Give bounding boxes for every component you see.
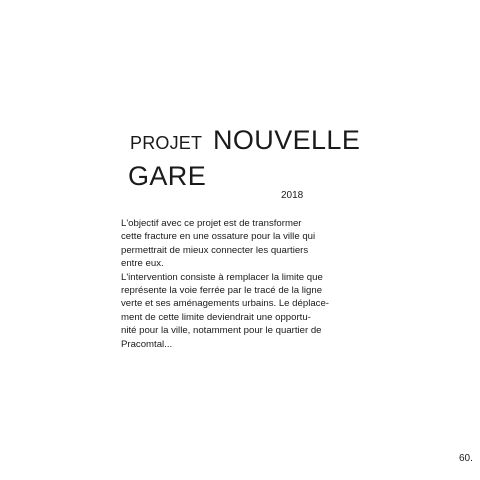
title-line2: GARE	[128, 161, 207, 191]
page-number: 60.	[459, 453, 473, 464]
title-prefix: PROJET	[130, 133, 203, 153]
paragraph-2-line: verte et ses aménagements urbains. Le déplace-	[121, 298, 329, 310]
paragraph-1	[121, 217, 373, 271]
project-year: 2018	[281, 190, 304, 201]
paragraph-2-line: ment de cette limite deviendrait une opportu-	[121, 311, 311, 323]
paragraph-2-line: représente la voie ferrée par le tracé de la ligne	[121, 285, 323, 297]
body-text	[121, 217, 373, 351]
paragraph-2-line: L'intervention consiste à remplacer la limite que	[121, 271, 323, 283]
paragraph-1-line: entre eux.	[121, 258, 164, 270]
paragraph-1-line: cette fracture en une ossature pour la ville qui	[121, 231, 316, 243]
paragraph-1-line: L'objectif avec ce projet est de transformer	[121, 218, 302, 229]
paragraph-1-line: permettrait de mieux connecter les quartiers	[121, 244, 309, 256]
paragraph-2	[121, 271, 373, 351]
paragraph-2-line: nité pour la ville, notamment pour le quartier de	[121, 325, 322, 337]
title-main: NOUVELLE	[213, 125, 361, 155]
paragraph-2-line: Pracomtal...	[121, 338, 173, 350]
